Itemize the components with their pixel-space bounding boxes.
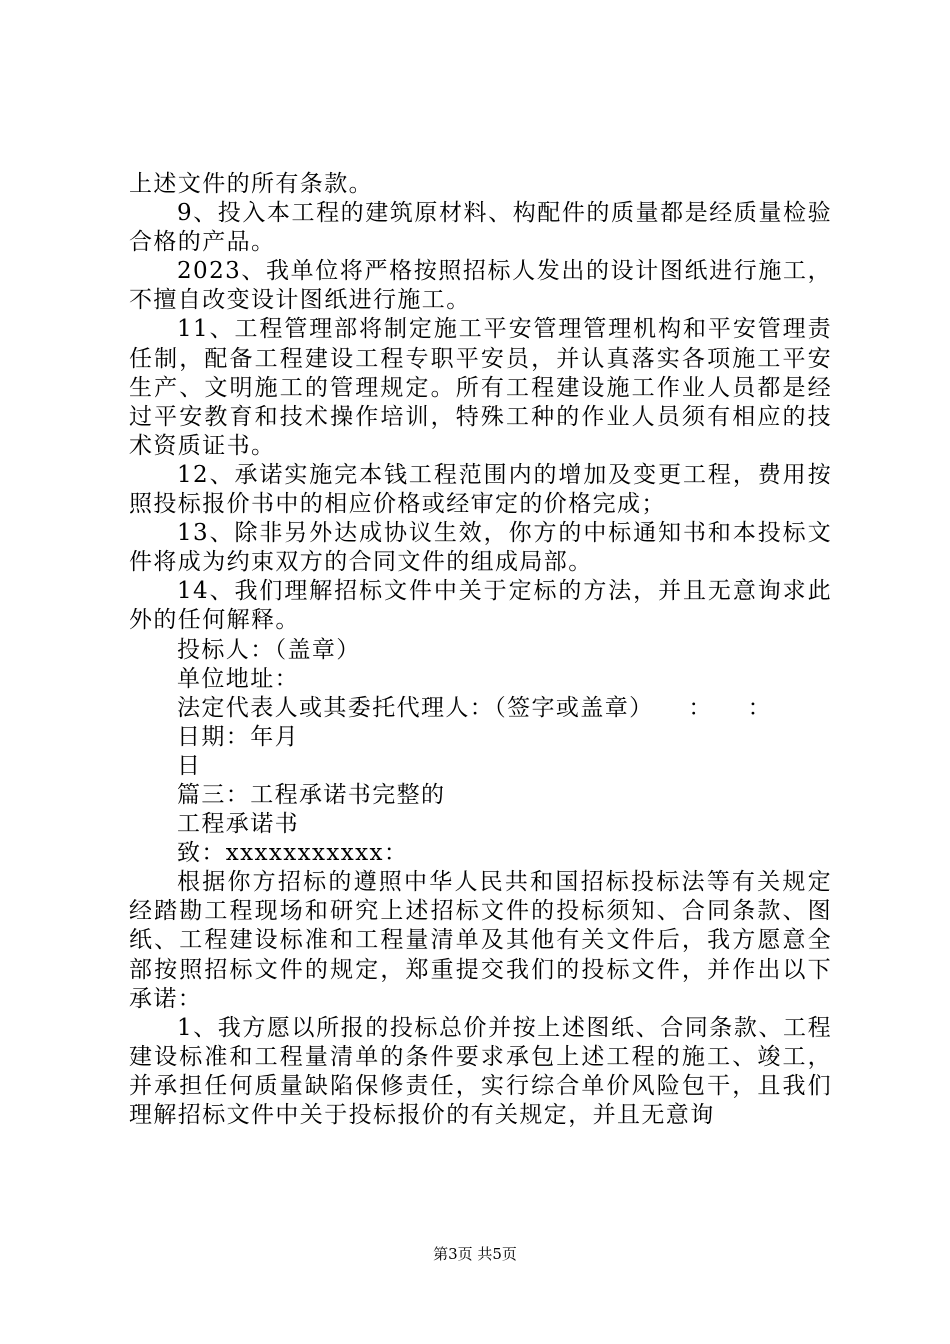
paragraph-item-1: 1、我方愿以所报的投标总价并按上述图纸、合同条款、工程建设标准和工程量清单的条件要求承包上述工程的施工、竣工，并承担任何质量缺陷保修责任，实行综合单价风险包干，且我们理解招标文件中关于投标报价的有关规定，并且无意询 (129, 1014, 832, 1128)
addressee-line: 致：xxxxxxxxxxx： (177, 840, 409, 867)
date-line: 日期：年月 (177, 723, 299, 750)
paragraph-item-14: 14、我们理解招标文件中关于定标的方法，并且无意询求此外的任何解释。 (129, 578, 832, 634)
paragraph-item-13: 13、除非另外达成协议生效，你方的中标通知书和本投标文件将成为约束双方的合同文件的组成局部。 (129, 520, 832, 576)
document-title: 工程承诺书 (177, 811, 299, 838)
page-number-footer: 第3页 共5页 (433, 1245, 517, 1263)
paragraph-intro: 根据你方招标的遵照中华人民共和国招标投标法等有关规定经踏勘工程现场和研究上述招标文件的投标须知、合同条款、图纸、工程建设标准和工程量清单及其他有关文件后，我方愿意全部按照招标文件的规定，郑重提交我们的投标文件，并作出以下承诺： (129, 869, 832, 1012)
address-line: 单位地址： (177, 665, 299, 692)
paragraph-item-9: 9、投入本工程的建筑原材料、构配件的质量都是经质量检验合格的产品。 (129, 200, 832, 256)
bidder-line: 投标人：（盖章） (177, 636, 361, 663)
paragraph-item-12: 12、承诺实施完本钱工程范围内的增加及变更工程，费用按照投标报价书中的相应价格或经审定的价格完成； (129, 461, 832, 518)
paragraph-continuation: 上述文件的所有条款。 (129, 171, 373, 197)
paragraph-item-11: 11、工程管理部将制定施工平安管理管理机构和平安管理责任制，配备工程建设工程专职平安员，并认真落实各项施工平安生产、文明施工的管理规定。所有工程建设施工作业人员都是经过平安教育和技术操作培训，特殊工种的作业人员须有相应的技术资质证书。 (129, 316, 832, 459)
paragraph-item-2023: 2023、我单位将严格按照招标人发出的设计图纸进行施工，不擅自改变设计图纸进行施工。 (129, 258, 832, 314)
document-body (129, 170, 832, 1130)
representative-line: 法定代表人或其委托代理人：（签字或盖章） ： ： (177, 694, 772, 721)
section-title: 篇三：工程承诺书完整的 (177, 781, 446, 808)
day-line: 日 (177, 752, 202, 779)
